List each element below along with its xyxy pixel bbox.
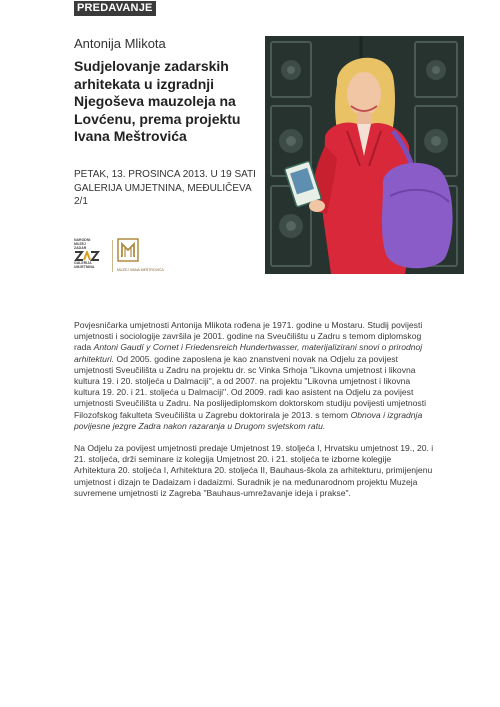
event-venue: GALERIJA UMJETNINA, MEĐULIČEVA 2/1 (74, 182, 252, 207)
biography (74, 320, 434, 510)
author-name: Antonija Mlikota (74, 36, 166, 51)
dissertation-title: Obnova i izgradnja povijesne jezgre Zadra nakon razaranja u Drugom svjetskom ratu. (74, 409, 423, 431)
institution-logos (74, 238, 194, 278)
biography-paragraph: Povjesničarka umjetnosti Antonija Mlikota rođena je 1971. godine u Mostaru. Studij povijesti umjetnosti i sociologije završila je 2001. godine na Sveučilištu u Zadru s temom diplomskog rada Antoni Gaudí y Cornet i Friedensreich Hundertwasser, materijalizirani snovi o prirodnoj arhitekturi. Od 2005. godine zaposlena je kao znanstveni novak na Odjelu za povijest umjetnosti Sveučilišta u Zadru na projektu dr. sc Vinka Srhoja "Likovna umjetnost i likovna kultura 19. i 20. stoljeća u Dalmaciji", a od 2007. na projektu "Likovna umjetnost i likovna kultura 19. 20. i 21. stoljeća u Dalmaciji". Od 2009. radi kao asistent na Odjelu za povijest umjetnosti Sveučilišta u Zadru. Na poslijediplomskom doktorskom studiju povijesti umjetnosti Filozofskog fakulteta Sveučilišta u Zagrebu doktorirala je 2013. s temom Obnova i izgradnja povijesne jezgre Zadra nakon razaranja u Drugom svjetskom ratu. (74, 320, 427, 431)
event-details (74, 168, 259, 209)
speaker-photo (265, 36, 464, 274)
section-tag: PREDAVANJE (74, 1, 156, 16)
narodni-muzej-zadar-logo: NARODNI MUZEJ ZADAR GALERIJA UMJETNINA (74, 238, 104, 269)
logo-divider (112, 240, 113, 272)
thesis-title: Antoni Gaudí y Cornet i Friedensreich Hundertwasser, materijalizirani snovi o prirodnoj arhitekturi. (74, 342, 423, 364)
mestrovic-museum-mark-icon (117, 238, 139, 262)
muzej-ivana-mestrovica-logo: MUZEJ IVANA MEŠTROVIĆA (117, 238, 187, 272)
lecture-title: Sudjelovanje zadarskih arhitekata u izgradnji Njegoševa mauzoleja na Lovćenu, prema projektu Ivana Meštrovića (74, 58, 241, 144)
nmz-mark-icon (74, 251, 100, 261)
event-date: PETAK, 13. PROSINCA 2013. U 19 SATI (74, 169, 256, 180)
biography-paragraph: Na Odjelu za povijest umjetnosti predaje Umjetnost 19. stoljeća I, Hrvatsku umjetnost 19., 20. i 21. stoljeća, drži seminare iz kolegija Umjetnost 20. i 21. stoljeća te izborne kolegije Arhitektura 20. stoljeća I, Arhitektura 20. stoljeća II, Bauhaus-škola za arhitekturu, primijenjenu umjetnost i dizajn te Dadaizam i dadaizmi. Suradnik je na međunarodnom projektu Muzeja suvremene umjetnosti iz Zagreba "Bauhaus-umrežavanje ideja i prakse". (74, 443, 434, 498)
